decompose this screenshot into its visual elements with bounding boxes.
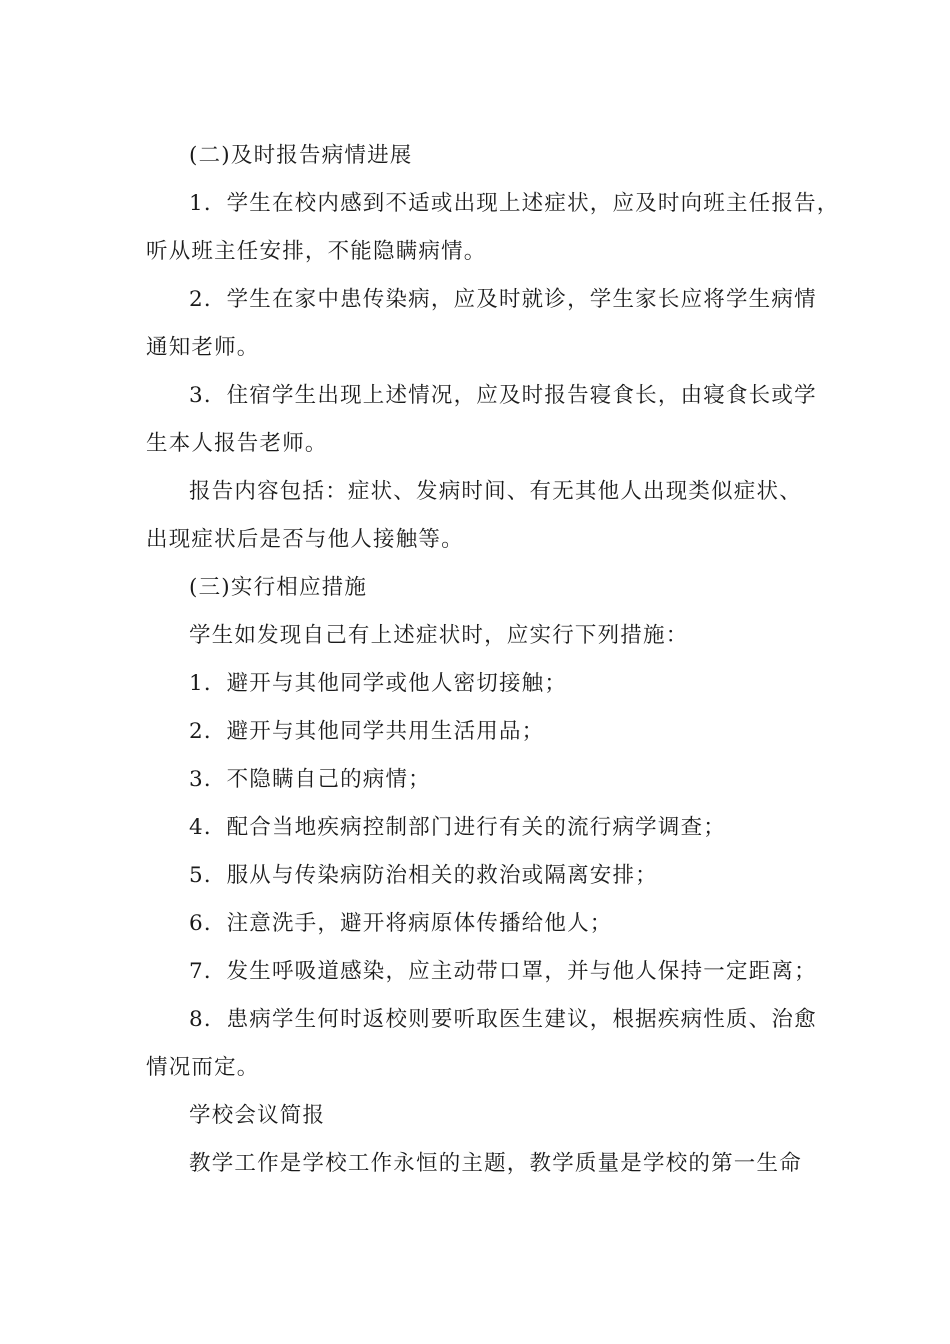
list-item: 7．发生呼吸道感染，应主动带口罩，并与他人保持一定距离； (189, 959, 817, 984)
list-item: 3．不隐瞒自己的病情； (189, 767, 431, 792)
list-item: 8．患病学生何时返校则要听取医生建议，根据疾病性质、治愈 (189, 1007, 817, 1032)
text-line: 2．学生在家中患传染病，应及时就诊，学生家长应将学生病情 (189, 287, 817, 312)
text-line: 教学工作是学校工作永恒的主题，教学质量是学校的第一生命 (189, 1151, 802, 1176)
document-body (146, 132, 840, 1188)
text-line: 听从班主任安排，不能隐瞒病情。 (146, 239, 487, 264)
list-item: 1．避开与其他同学或他人密切接触； (189, 671, 568, 696)
section-heading-report: (二)及时报告病情进展 (189, 143, 413, 168)
section-heading-measures: (三)实行相应措施 (189, 575, 368, 600)
text-line: 学生如发现自己有上述症状时，应实行下列措施： (189, 623, 689, 648)
text-line: 生本人报告老师。 (146, 431, 328, 456)
text-line: 情况而定。 (146, 1055, 260, 1080)
text-line: 1．学生在校内感到不适或出现上述症状，应及时向班主任报告， (189, 191, 840, 216)
list-item: 6．注意洗手，避开将病原体传播给他人； (189, 911, 613, 936)
text-line: 报告内容包括：症状、发病时间、有无其他人出现类似症状、 (189, 479, 802, 504)
text-line: 出现症状后是否与他人接触等。 (146, 527, 464, 552)
text-line: 3．住宿学生出现上述情况，应及时报告寝食长，由寝食长或学 (189, 383, 817, 408)
list-item: 4．配合当地疾病控制部门进行有关的流行病学调查； (189, 815, 726, 840)
text-line: 通知老师。 (146, 335, 260, 360)
section-heading-briefing: 学校会议简报 (189, 1103, 326, 1128)
list-item: 2．避开与其他同学共用生活用品； (189, 719, 545, 744)
list-item: 5．服从与传染病防治相关的救治或隔离安排； (189, 863, 658, 888)
